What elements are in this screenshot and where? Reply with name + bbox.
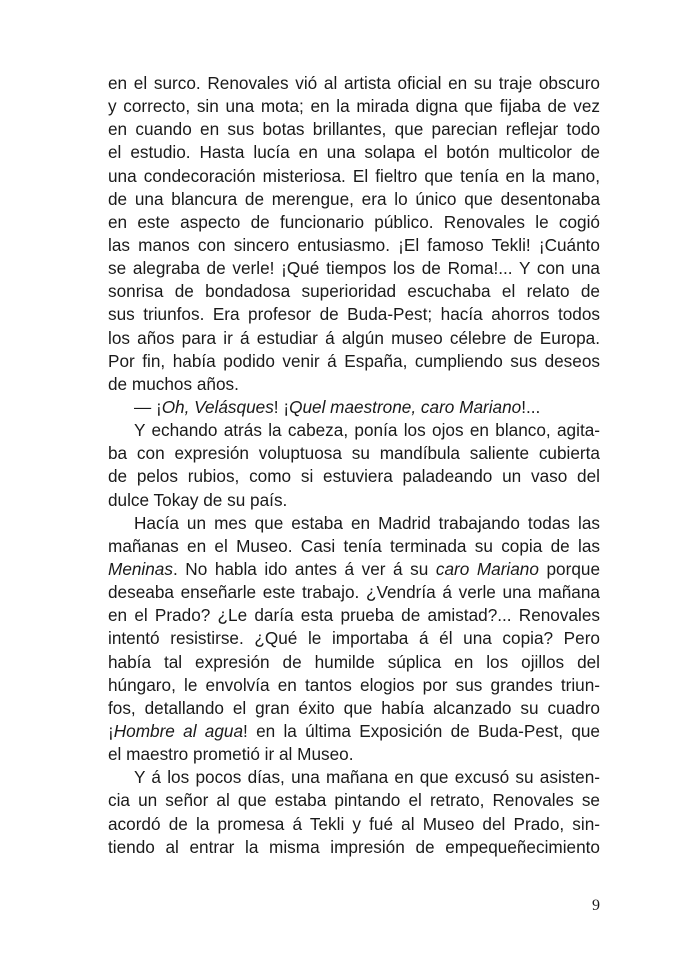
- text-line: [108, 257, 600, 280]
- italic-text-segment: caro Mariano: [435, 558, 539, 579]
- text-segment: — ¡: [134, 396, 162, 417]
- text-segment: sonrisa de bondadosa superioridad escuchaba el relato de: [108, 281, 600, 302]
- text-segment: de muchos años.: [108, 373, 239, 394]
- text-line: [108, 604, 600, 627]
- text-segment: porque: [538, 558, 601, 579]
- text-segment: !...: [521, 396, 541, 417]
- text-segment: ! ¡: [273, 396, 290, 417]
- text-line: [108, 118, 600, 141]
- text-segment: sus triunfos. Era profesor de Buda-Pest; hacía ahorros todos: [108, 304, 600, 325]
- text-line: [108, 465, 600, 488]
- text-segment: . No habla ido antes á ver á su: [172, 558, 436, 579]
- text-line: [108, 512, 600, 535]
- page-number: 9: [592, 897, 600, 914]
- text-line: [108, 836, 600, 859]
- text-segment: de una blancura de merengue, era lo único que desentonaba: [108, 188, 600, 209]
- text-segment: mañanas en el Museo. Casi tenía terminada su copia de las: [108, 535, 600, 556]
- text-line: [108, 651, 600, 674]
- text-segment: y correcto, sin una mota; en la mirada digna que fijaba de vez: [108, 96, 600, 117]
- text-line: [108, 327, 600, 350]
- text-segment: acordó de la promesa á Tekli y fué al Museo del Prado, sin-: [108, 813, 600, 834]
- text-line: [108, 766, 600, 789]
- text-line: [108, 234, 600, 257]
- text-line: [108, 419, 600, 442]
- text-segment: tiendo al entrar la misma impresión de empequeñecimiento: [108, 836, 600, 857]
- text-line: [108, 535, 600, 558]
- text-segment: el estudio. Hasta lucía en una solapa el botón multicolor de: [108, 142, 600, 163]
- text-line: [108, 627, 600, 650]
- text-segment: Y echando atrás la cabeza, ponía los ojos en blanco, agita-: [134, 420, 600, 441]
- text-segment: había tal expresión de humilde súplica en los ojillos del: [108, 651, 600, 672]
- text-line: [108, 789, 600, 812]
- text-segment: dulce Tokay de su país.: [108, 489, 288, 510]
- text-segment: una condecoración misteriosa. El fieltro que tenía en la mano,: [108, 165, 600, 186]
- text-line: [108, 720, 600, 743]
- text-segment: Y á los pocos días, una mañana en que excusó su asisten-: [134, 767, 600, 788]
- text-line: [108, 581, 600, 604]
- text-line: [108, 211, 600, 234]
- text-segment: intentó resistirse. ¿Qué le importaba á él una copia? Pero: [108, 628, 600, 649]
- text-segment: el maestro prometió ir al Museo.: [108, 744, 354, 765]
- italic-text-segment: Meninas: [108, 558, 173, 579]
- text-line: [108, 95, 600, 118]
- text-segment: Hacía un mes que estaba en Madrid trabajando todas las: [134, 512, 600, 533]
- text-segment: ! en la última Exposición de Buda-Pest, que: [243, 720, 600, 741]
- italic-text-segment: Oh, Velásques: [161, 396, 274, 417]
- text-line: [108, 489, 600, 512]
- text-segment: cia un señor al que estaba pintando el retrato, Renovales se: [108, 790, 600, 811]
- text-line: [108, 697, 600, 720]
- text-segment: las manos con sincero entusiasmo. ¡El famoso Tekli! ¡Cuánto: [108, 234, 600, 255]
- text-line: [108, 350, 600, 373]
- text-line: [108, 813, 600, 836]
- text-line: [108, 141, 600, 164]
- text-segment: en el surco. Renovales vió al artista oficial en su traje obscuro: [108, 73, 600, 93]
- text-segment: se alegraba de verle! ¡Qué tiempos los de Roma!... Y con una: [108, 258, 600, 279]
- text-line: [108, 280, 600, 303]
- text-line: [108, 188, 600, 211]
- text-segment: Por fin, había podido venir á España, cumpliendo sus deseos: [108, 350, 600, 371]
- text-segment: ba con expresión voluptuosa su mandíbula saliente cubierta: [108, 443, 600, 464]
- text-segment: en el Prado? ¿Le daría esta prueba de amistad?... Renovales: [108, 605, 600, 626]
- text-line: [108, 373, 600, 396]
- text-line: [108, 396, 600, 419]
- text-segment: ¡: [108, 720, 114, 741]
- text-line: [108, 743, 600, 766]
- text-segment: húngaro, le envolvía en tantos elogios por sus grandes triun-: [108, 674, 600, 695]
- text-segment: los años para ir á estudiar á algún museo célebre de Europa.: [108, 327, 600, 348]
- text-line: [108, 558, 600, 581]
- italic-text-segment: Hombre al agua: [113, 720, 244, 741]
- text-segment: en este aspecto de funcionario público. Renovales le cogió: [108, 211, 600, 232]
- page-body-text: [108, 72, 600, 859]
- text-segment: en cuando en sus botas brillantes, que parecian reflejar todo: [108, 119, 600, 140]
- text-segment: de pelos rubios, como si estuviera paladeando un vaso del: [108, 466, 600, 487]
- text-segment: deseaba enseñarle este trabajo. ¿Vendría á verle una mañana: [108, 582, 600, 603]
- italic-text-segment: Quel maestrone, caro Mariano: [289, 396, 522, 417]
- text-segment: fos, detallando el gran éxito que había alcanzado su cuadro: [108, 697, 600, 718]
- text-line: [108, 674, 600, 697]
- text-line: [108, 165, 600, 188]
- text-line: [108, 72, 600, 95]
- text-line: [108, 303, 600, 326]
- text-line: [108, 442, 600, 465]
